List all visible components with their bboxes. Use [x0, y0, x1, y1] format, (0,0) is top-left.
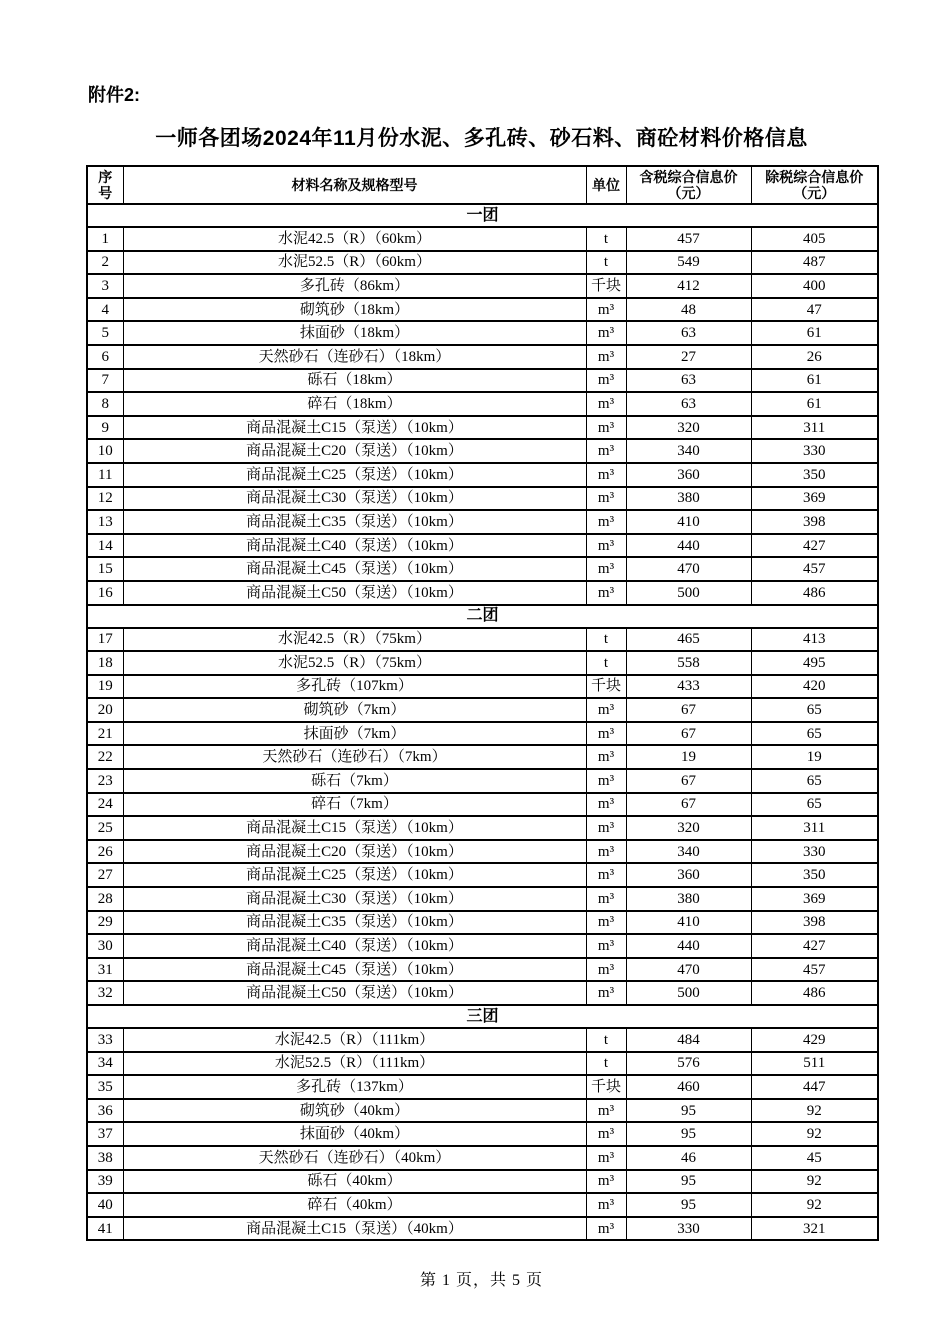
unit: m³ — [586, 1146, 626, 1170]
unit: m³ — [586, 1193, 626, 1217]
row-no: 10 — [87, 439, 123, 463]
row-no: 33 — [87, 1028, 123, 1052]
material-name: 商品混凝土C25（泵送）（10km） — [123, 463, 586, 487]
unit: m³ — [586, 816, 626, 840]
tax-price: 576 — [626, 1052, 751, 1076]
table-row — [87, 698, 878, 722]
no-tax-price: 61 — [751, 369, 878, 393]
material-name: 商品混凝土C50（泵送）（10km） — [123, 581, 586, 605]
material-name: 砌筑砂（40km） — [123, 1099, 586, 1123]
row-no: 1 — [87, 227, 123, 251]
no-tax-price: 369 — [751, 487, 878, 511]
material-name: 砌筑砂（7km） — [123, 698, 586, 722]
row-no: 18 — [87, 651, 123, 675]
no-tax-price: 92 — [751, 1099, 878, 1123]
unit: m³ — [586, 1217, 626, 1241]
no-tax-price: 61 — [751, 392, 878, 416]
tax-price: 46 — [626, 1146, 751, 1170]
page-number: 第 1 页，共 5 页 — [419, 1272, 543, 1290]
row-no: 24 — [87, 793, 123, 817]
row-no: 5 — [87, 321, 123, 345]
table-row — [87, 534, 878, 558]
unit: m³ — [586, 698, 626, 722]
no-tax-price: 65 — [751, 793, 878, 817]
section-label: 三团 — [87, 1005, 878, 1028]
table-row — [87, 463, 878, 487]
material-name: 砾石（7km） — [123, 769, 586, 793]
no-tax-price: 427 — [751, 934, 878, 958]
tax-price: 558 — [626, 651, 751, 675]
table-row — [87, 439, 878, 463]
table-row — [87, 510, 878, 534]
no-tax-price: 311 — [751, 816, 878, 840]
table-header-row — [87, 166, 878, 204]
tax-price: 63 — [626, 369, 751, 393]
material-name: 商品混凝土C20（泵送）（10km） — [123, 439, 586, 463]
no-tax-price: 65 — [751, 698, 878, 722]
header-no-tax-price: 除税综合信息价（元） — [751, 166, 878, 204]
table-row — [87, 1217, 878, 1241]
tax-price: 470 — [626, 557, 751, 581]
material-name: 商品混凝土C35（泵送）（10km） — [123, 510, 586, 534]
table-row — [87, 911, 878, 935]
page-title: 一师各团场2024年11月份水泥、多孔砖、砂石料、商砼材料价格信息 — [155, 127, 808, 150]
unit: 千块 — [586, 274, 626, 298]
material-name: 商品混凝土C45（泵送）（10km） — [123, 958, 586, 982]
unit: m³ — [586, 534, 626, 558]
row-no: 23 — [87, 769, 123, 793]
row-no: 34 — [87, 1052, 123, 1076]
no-tax-price: 65 — [751, 769, 878, 793]
material-name: 商品混凝土C50（泵送）（10km） — [123, 981, 586, 1005]
table-row — [87, 651, 878, 675]
tax-price: 19 — [626, 745, 751, 769]
section-row — [87, 605, 878, 628]
price-table-body — [87, 204, 878, 1240]
table-row — [87, 1193, 878, 1217]
table-row — [87, 887, 878, 911]
material-name: 水泥52.5（R）（111km） — [123, 1052, 586, 1076]
no-tax-price: 350 — [751, 863, 878, 887]
tax-price: 433 — [626, 675, 751, 699]
row-no: 25 — [87, 816, 123, 840]
tax-price: 67 — [626, 698, 751, 722]
material-name: 商品混凝土C30（泵送）（10km） — [123, 887, 586, 911]
table-row — [87, 1099, 878, 1123]
table-row — [87, 1170, 878, 1194]
table-row — [87, 345, 878, 369]
material-name: 商品混凝土C20（泵送）（10km） — [123, 840, 586, 864]
no-tax-price: 495 — [751, 651, 878, 675]
row-no: 31 — [87, 958, 123, 982]
tax-price: 360 — [626, 863, 751, 887]
row-no: 22 — [87, 745, 123, 769]
no-tax-price: 429 — [751, 1028, 878, 1052]
no-tax-price: 457 — [751, 557, 878, 581]
row-no: 9 — [87, 416, 123, 440]
unit: t — [586, 251, 626, 275]
tax-price: 380 — [626, 887, 751, 911]
row-no: 35 — [87, 1075, 123, 1099]
table-row — [87, 251, 878, 275]
table-row — [87, 1028, 878, 1052]
tax-price: 340 — [626, 840, 751, 864]
material-name: 商品混凝土C30（泵送）（10km） — [123, 487, 586, 511]
unit: 千块 — [586, 1075, 626, 1099]
unit: m³ — [586, 958, 626, 982]
material-name: 商品混凝土C45（泵送）（10km） — [123, 557, 586, 581]
no-tax-price: 447 — [751, 1075, 878, 1099]
material-name: 商品混凝土C15（泵送）（40km） — [123, 1217, 586, 1241]
table-row — [87, 722, 878, 746]
tax-price: 95 — [626, 1170, 751, 1194]
table-row — [87, 816, 878, 840]
table-row — [87, 274, 878, 298]
tax-price: 27 — [626, 345, 751, 369]
material-name: 天然砂石（连砂石）（40km） — [123, 1146, 586, 1170]
material-name: 商品混凝土C40（泵送）（10km） — [123, 534, 586, 558]
row-no: 17 — [87, 628, 123, 652]
no-tax-price: 487 — [751, 251, 878, 275]
no-tax-price: 330 — [751, 840, 878, 864]
row-no: 2 — [87, 251, 123, 275]
no-tax-price: 92 — [751, 1170, 878, 1194]
row-no: 21 — [87, 722, 123, 746]
section-row — [87, 204, 878, 227]
unit: m³ — [586, 793, 626, 817]
no-tax-price: 311 — [751, 416, 878, 440]
attachment-label: 附件2: — [88, 85, 141, 105]
row-no: 27 — [87, 863, 123, 887]
table-row — [87, 958, 878, 982]
tax-price: 67 — [626, 793, 751, 817]
table-row — [87, 1122, 878, 1146]
no-tax-price: 369 — [751, 887, 878, 911]
row-no: 13 — [87, 510, 123, 534]
material-name: 碎石（40km） — [123, 1193, 586, 1217]
row-no: 14 — [87, 534, 123, 558]
tax-price: 63 — [626, 392, 751, 416]
section-label: 一团 — [87, 204, 878, 227]
no-tax-price: 321 — [751, 1217, 878, 1241]
material-name: 碎石（7km） — [123, 793, 586, 817]
no-tax-price: 398 — [751, 911, 878, 935]
table-row — [87, 1075, 878, 1099]
unit: m³ — [586, 1122, 626, 1146]
table-row — [87, 392, 878, 416]
unit: m³ — [586, 934, 626, 958]
tax-price: 465 — [626, 628, 751, 652]
no-tax-price: 65 — [751, 722, 878, 746]
table-row — [87, 675, 878, 699]
price-table — [86, 165, 879, 1241]
no-tax-price: 92 — [751, 1122, 878, 1146]
table-row — [87, 581, 878, 605]
table-row — [87, 934, 878, 958]
material-name: 砌筑砂（18km） — [123, 298, 586, 322]
row-no: 8 — [87, 392, 123, 416]
row-no: 32 — [87, 981, 123, 1005]
tax-price: 440 — [626, 934, 751, 958]
table-row — [87, 487, 878, 511]
tax-price: 500 — [626, 981, 751, 1005]
no-tax-price: 413 — [751, 628, 878, 652]
tax-price: 500 — [626, 581, 751, 605]
table-row — [87, 863, 878, 887]
unit: m³ — [586, 911, 626, 935]
row-no: 6 — [87, 345, 123, 369]
tax-price: 340 — [626, 439, 751, 463]
unit: m³ — [586, 1099, 626, 1123]
unit: t — [586, 1052, 626, 1076]
unit: m³ — [586, 981, 626, 1005]
tax-price: 320 — [626, 816, 751, 840]
tax-price: 63 — [626, 321, 751, 345]
material-name: 多孔砖（107km） — [123, 675, 586, 699]
table-row — [87, 981, 878, 1005]
row-no: 41 — [87, 1217, 123, 1241]
material-name: 碎石（18km） — [123, 392, 586, 416]
unit: m³ — [586, 510, 626, 534]
row-no: 11 — [87, 463, 123, 487]
tax-price: 440 — [626, 534, 751, 558]
table-row — [87, 416, 878, 440]
no-tax-price: 405 — [751, 227, 878, 251]
unit: t — [586, 1028, 626, 1052]
table-row — [87, 628, 878, 652]
material-name: 天然砂石（连砂石）（7km） — [123, 745, 586, 769]
row-no: 19 — [87, 675, 123, 699]
table-row — [87, 557, 878, 581]
material-name: 多孔砖（86km） — [123, 274, 586, 298]
unit: m³ — [586, 487, 626, 511]
unit: m³ — [586, 887, 626, 911]
unit: m³ — [586, 369, 626, 393]
material-name: 水泥42.5（R）（60km） — [123, 227, 586, 251]
tax-price: 320 — [626, 416, 751, 440]
unit: m³ — [586, 840, 626, 864]
no-tax-price: 26 — [751, 345, 878, 369]
row-no: 15 — [87, 557, 123, 581]
row-no: 16 — [87, 581, 123, 605]
row-no: 20 — [87, 698, 123, 722]
section-row — [87, 1005, 878, 1028]
material-name: 砾石（18km） — [123, 369, 586, 393]
tax-price: 484 — [626, 1028, 751, 1052]
unit: m³ — [586, 769, 626, 793]
row-no: 28 — [87, 887, 123, 911]
unit: m³ — [586, 722, 626, 746]
material-name: 天然砂石（连砂石）（18km） — [123, 345, 586, 369]
header-no: 序号 — [87, 166, 123, 204]
no-tax-price: 47 — [751, 298, 878, 322]
tax-price: 95 — [626, 1099, 751, 1123]
table-row — [87, 1146, 878, 1170]
row-no: 36 — [87, 1099, 123, 1123]
unit: m³ — [586, 321, 626, 345]
tax-price: 360 — [626, 463, 751, 487]
tax-price: 412 — [626, 274, 751, 298]
no-tax-price: 350 — [751, 463, 878, 487]
unit: t — [586, 227, 626, 251]
tax-price: 330 — [626, 1217, 751, 1241]
material-name: 水泥52.5（R）（75km） — [123, 651, 586, 675]
no-tax-price: 400 — [751, 274, 878, 298]
no-tax-price: 420 — [751, 675, 878, 699]
no-tax-price: 457 — [751, 958, 878, 982]
tax-price: 410 — [626, 510, 751, 534]
tax-price: 549 — [626, 251, 751, 275]
row-no: 40 — [87, 1193, 123, 1217]
row-no: 4 — [87, 298, 123, 322]
table-row — [87, 321, 878, 345]
no-tax-price: 61 — [751, 321, 878, 345]
unit: t — [586, 628, 626, 652]
material-name: 抹面砂（18km） — [123, 321, 586, 345]
unit: m³ — [586, 298, 626, 322]
table-row — [87, 769, 878, 793]
row-no: 7 — [87, 369, 123, 393]
header-tax-price: 含税综合信息价（元） — [626, 166, 751, 204]
material-name: 抹面砂（7km） — [123, 722, 586, 746]
table-row — [87, 227, 878, 251]
no-tax-price: 486 — [751, 581, 878, 605]
tax-price: 48 — [626, 298, 751, 322]
row-no: 26 — [87, 840, 123, 864]
material-name: 商品混凝土C35（泵送）（10km） — [123, 911, 586, 935]
material-name: 水泥52.5（R）（60km） — [123, 251, 586, 275]
no-tax-price: 511 — [751, 1052, 878, 1076]
row-no: 12 — [87, 487, 123, 511]
tax-price: 410 — [626, 911, 751, 935]
material-name: 砾石（40km） — [123, 1170, 586, 1194]
unit: m³ — [586, 557, 626, 581]
table-row — [87, 298, 878, 322]
unit: m³ — [586, 345, 626, 369]
unit: m³ — [586, 581, 626, 605]
material-name: 商品混凝土C25（泵送）（10km） — [123, 863, 586, 887]
material-name: 商品混凝土C15（泵送）（10km） — [123, 816, 586, 840]
unit: t — [586, 651, 626, 675]
unit: m³ — [586, 463, 626, 487]
no-tax-price: 19 — [751, 745, 878, 769]
unit: m³ — [586, 416, 626, 440]
material-name: 多孔砖（137km） — [123, 1075, 586, 1099]
table-row — [87, 793, 878, 817]
tax-price: 67 — [626, 722, 751, 746]
material-name: 商品混凝土C15（泵送）（10km） — [123, 416, 586, 440]
no-tax-price: 45 — [751, 1146, 878, 1170]
no-tax-price: 398 — [751, 510, 878, 534]
row-no: 39 — [87, 1170, 123, 1194]
unit: m³ — [586, 392, 626, 416]
row-no: 30 — [87, 934, 123, 958]
tax-price: 380 — [626, 487, 751, 511]
no-tax-price: 427 — [751, 534, 878, 558]
no-tax-price: 486 — [751, 981, 878, 1005]
material-name: 抹面砂（40km） — [123, 1122, 586, 1146]
unit: m³ — [586, 439, 626, 463]
material-name: 水泥42.5（R）（75km） — [123, 628, 586, 652]
material-name: 商品混凝土C40（泵送）（10km） — [123, 934, 586, 958]
no-tax-price: 92 — [751, 1193, 878, 1217]
table-row — [87, 840, 878, 864]
unit: m³ — [586, 1170, 626, 1194]
material-name: 水泥42.5（R）（111km） — [123, 1028, 586, 1052]
unit: 千块 — [586, 675, 626, 699]
section-label: 二团 — [87, 605, 878, 628]
table-row — [87, 745, 878, 769]
table-row — [87, 369, 878, 393]
unit: m³ — [586, 745, 626, 769]
table-row — [87, 1052, 878, 1076]
unit: m³ — [586, 863, 626, 887]
row-no: 37 — [87, 1122, 123, 1146]
row-no: 29 — [87, 911, 123, 935]
tax-price: 95 — [626, 1122, 751, 1146]
tax-price: 457 — [626, 227, 751, 251]
tax-price: 95 — [626, 1193, 751, 1217]
row-no: 3 — [87, 274, 123, 298]
no-tax-price: 330 — [751, 439, 878, 463]
tax-price: 470 — [626, 958, 751, 982]
row-no: 38 — [87, 1146, 123, 1170]
header-material-name: 材料名称及规格型号 — [123, 166, 586, 204]
tax-price: 460 — [626, 1075, 751, 1099]
tax-price: 67 — [626, 769, 751, 793]
header-unit: 单位 — [586, 166, 626, 204]
